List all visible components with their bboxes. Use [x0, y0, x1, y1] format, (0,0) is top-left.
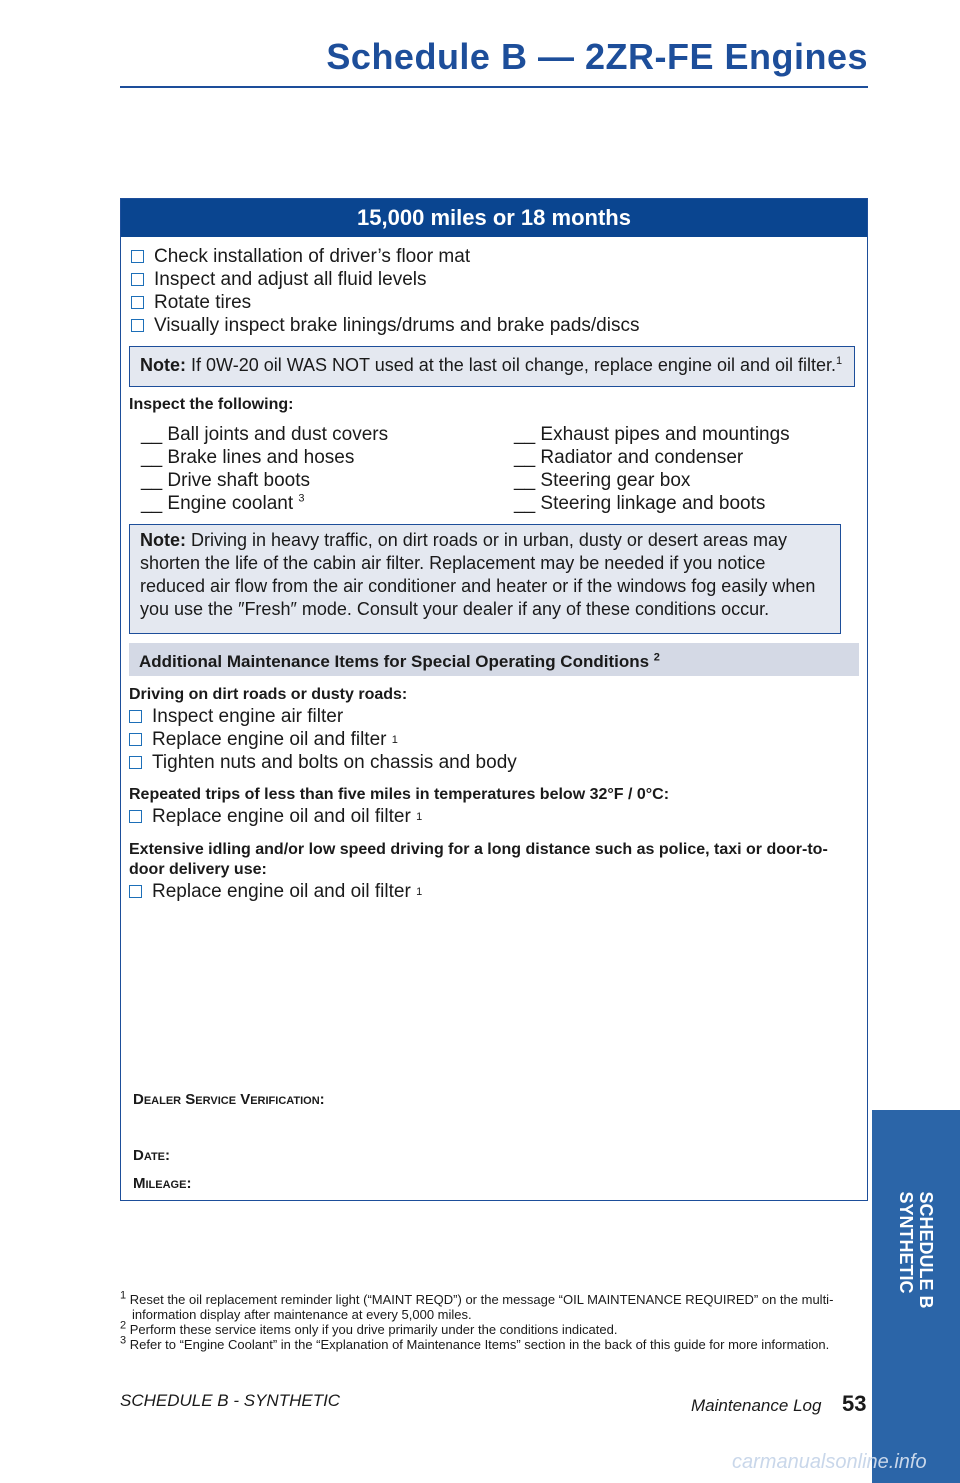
- maintenance-log-label: Maintenance Log: [691, 1396, 822, 1415]
- dealer-verification-label: Dealer Service Verification:: [133, 1091, 325, 1108]
- page-number: 53: [842, 1391, 867, 1416]
- checkbox-icon[interactable]: [129, 756, 142, 769]
- check-item[interactable]: Replace engine oil and oil filter 1: [129, 805, 669, 828]
- footnote: $^1$ Reset the oil replacement reminder light (“MAINT REQD”) or the message “OIL MAINTENANCE REQUIRED” on the multi-information display after maintenance at every 5,000 miles.: [120, 1289, 834, 1322]
- inspect-right-column: __ Exhaust pipes and mountings __ Radiator and condenser __ Steering gear box __ Steering linkage and boots: [514, 424, 790, 514]
- checklist: [131, 245, 639, 337]
- page-title: Schedule B — 2ZR-FE Engines: [326, 36, 868, 77]
- check-item[interactable]: Inspect and adjust all fluid levels: [131, 268, 639, 291]
- checkbox-icon[interactable]: [131, 273, 144, 286]
- footnotes: [120, 1289, 862, 1352]
- checkbox-icon[interactable]: [129, 733, 142, 746]
- dirt-roads-section: Driving on dirt roads or dusty roads: Inspect engine air filter Replace engine oil and filter 1 Tighten nuts and bolts on chassis and body: [129, 686, 517, 773]
- interval-header: 15,000 miles or 18 months: [121, 199, 867, 237]
- oil-note: Note: If 0W-20 oil WAS NOT used at the last oil change, replace engine oil and oil filter.$^1$: [129, 346, 855, 387]
- checkbox-icon[interactable]: [131, 250, 144, 263]
- check-item[interactable]: Replace engine oil and filter 1: [129, 728, 517, 751]
- short-trips-section: Repeated trips of less than five miles in temperatures below 32°F / 0°C: Replace engine oil and oil filter 1: [129, 786, 670, 827]
- inspect-heading: Inspect the following:: [129, 396, 294, 413]
- watermark: carmanualsonline.info: [732, 1451, 927, 1473]
- checkbox-icon[interactable]: [131, 319, 144, 332]
- check-item[interactable]: Replace engine oil and oil filter 1: [129, 880, 829, 903]
- cabin-filter-note: Note: Driving in heavy traffic, on dirt roads or in urban, dusty or desert areas may shorten the life of the cabin air filter. Replacement may be needed if you notice reduced air flow from the air conditioner and heater or if the windows fog easily when you use the ″Fresh″ mode. Consult your dealer if any of these conditions occur.: [129, 524, 841, 634]
- idling-section: Extensive idling and/or low speed driving for a long distance such as police, taxi or door-to-door delivery use: Replace engine oil and oil filter 1: [129, 841, 828, 902]
- additional-maintenance-heading: Additional Maintenance Items for Special Operating Conditions $^2$: [129, 643, 859, 676]
- mileage-label: Mileage:: [133, 1175, 192, 1192]
- check-item[interactable]: Visually inspect brake linings/drums and brake pads/discs: [131, 314, 639, 337]
- check-item[interactable]: Tighten nuts and bolts on chassis and body: [129, 751, 517, 774]
- check-item[interactable]: Rotate tires: [131, 291, 639, 314]
- checkbox-icon[interactable]: [129, 885, 142, 898]
- inspect-left-column: __ Ball joints and dust covers __ Brake lines and hoses __ Drive shaft boots __ Engine coolant $^3$: [141, 424, 389, 514]
- side-tab[interactable]: [872, 1110, 960, 1483]
- check-item[interactable]: Check installation of driver’s floor mat: [131, 245, 639, 268]
- schedule-label: SCHEDULE B - SYNTHETIC: [120, 1391, 341, 1410]
- date-label: Date:: [133, 1147, 171, 1164]
- check-item[interactable]: Inspect engine air filter: [129, 705, 517, 728]
- checkbox-icon[interactable]: [131, 296, 144, 309]
- footnote: $^3$ Refer to “Engine Coolant” in the “Explanation of Maintenance Items” section in the back of this guide for more information.: [120, 1334, 830, 1352]
- title-rule: [120, 86, 868, 88]
- maintenance-box: [120, 198, 868, 1201]
- checkbox-icon[interactable]: [129, 810, 142, 823]
- side-tab-label: SCHEDULE B SYNTHETIC: [896, 1191, 936, 1309]
- checkbox-icon[interactable]: [129, 710, 142, 723]
- footnote: $^2$ Perform these service items only if you drive primarily under the conditions indicated.: [120, 1319, 618, 1337]
